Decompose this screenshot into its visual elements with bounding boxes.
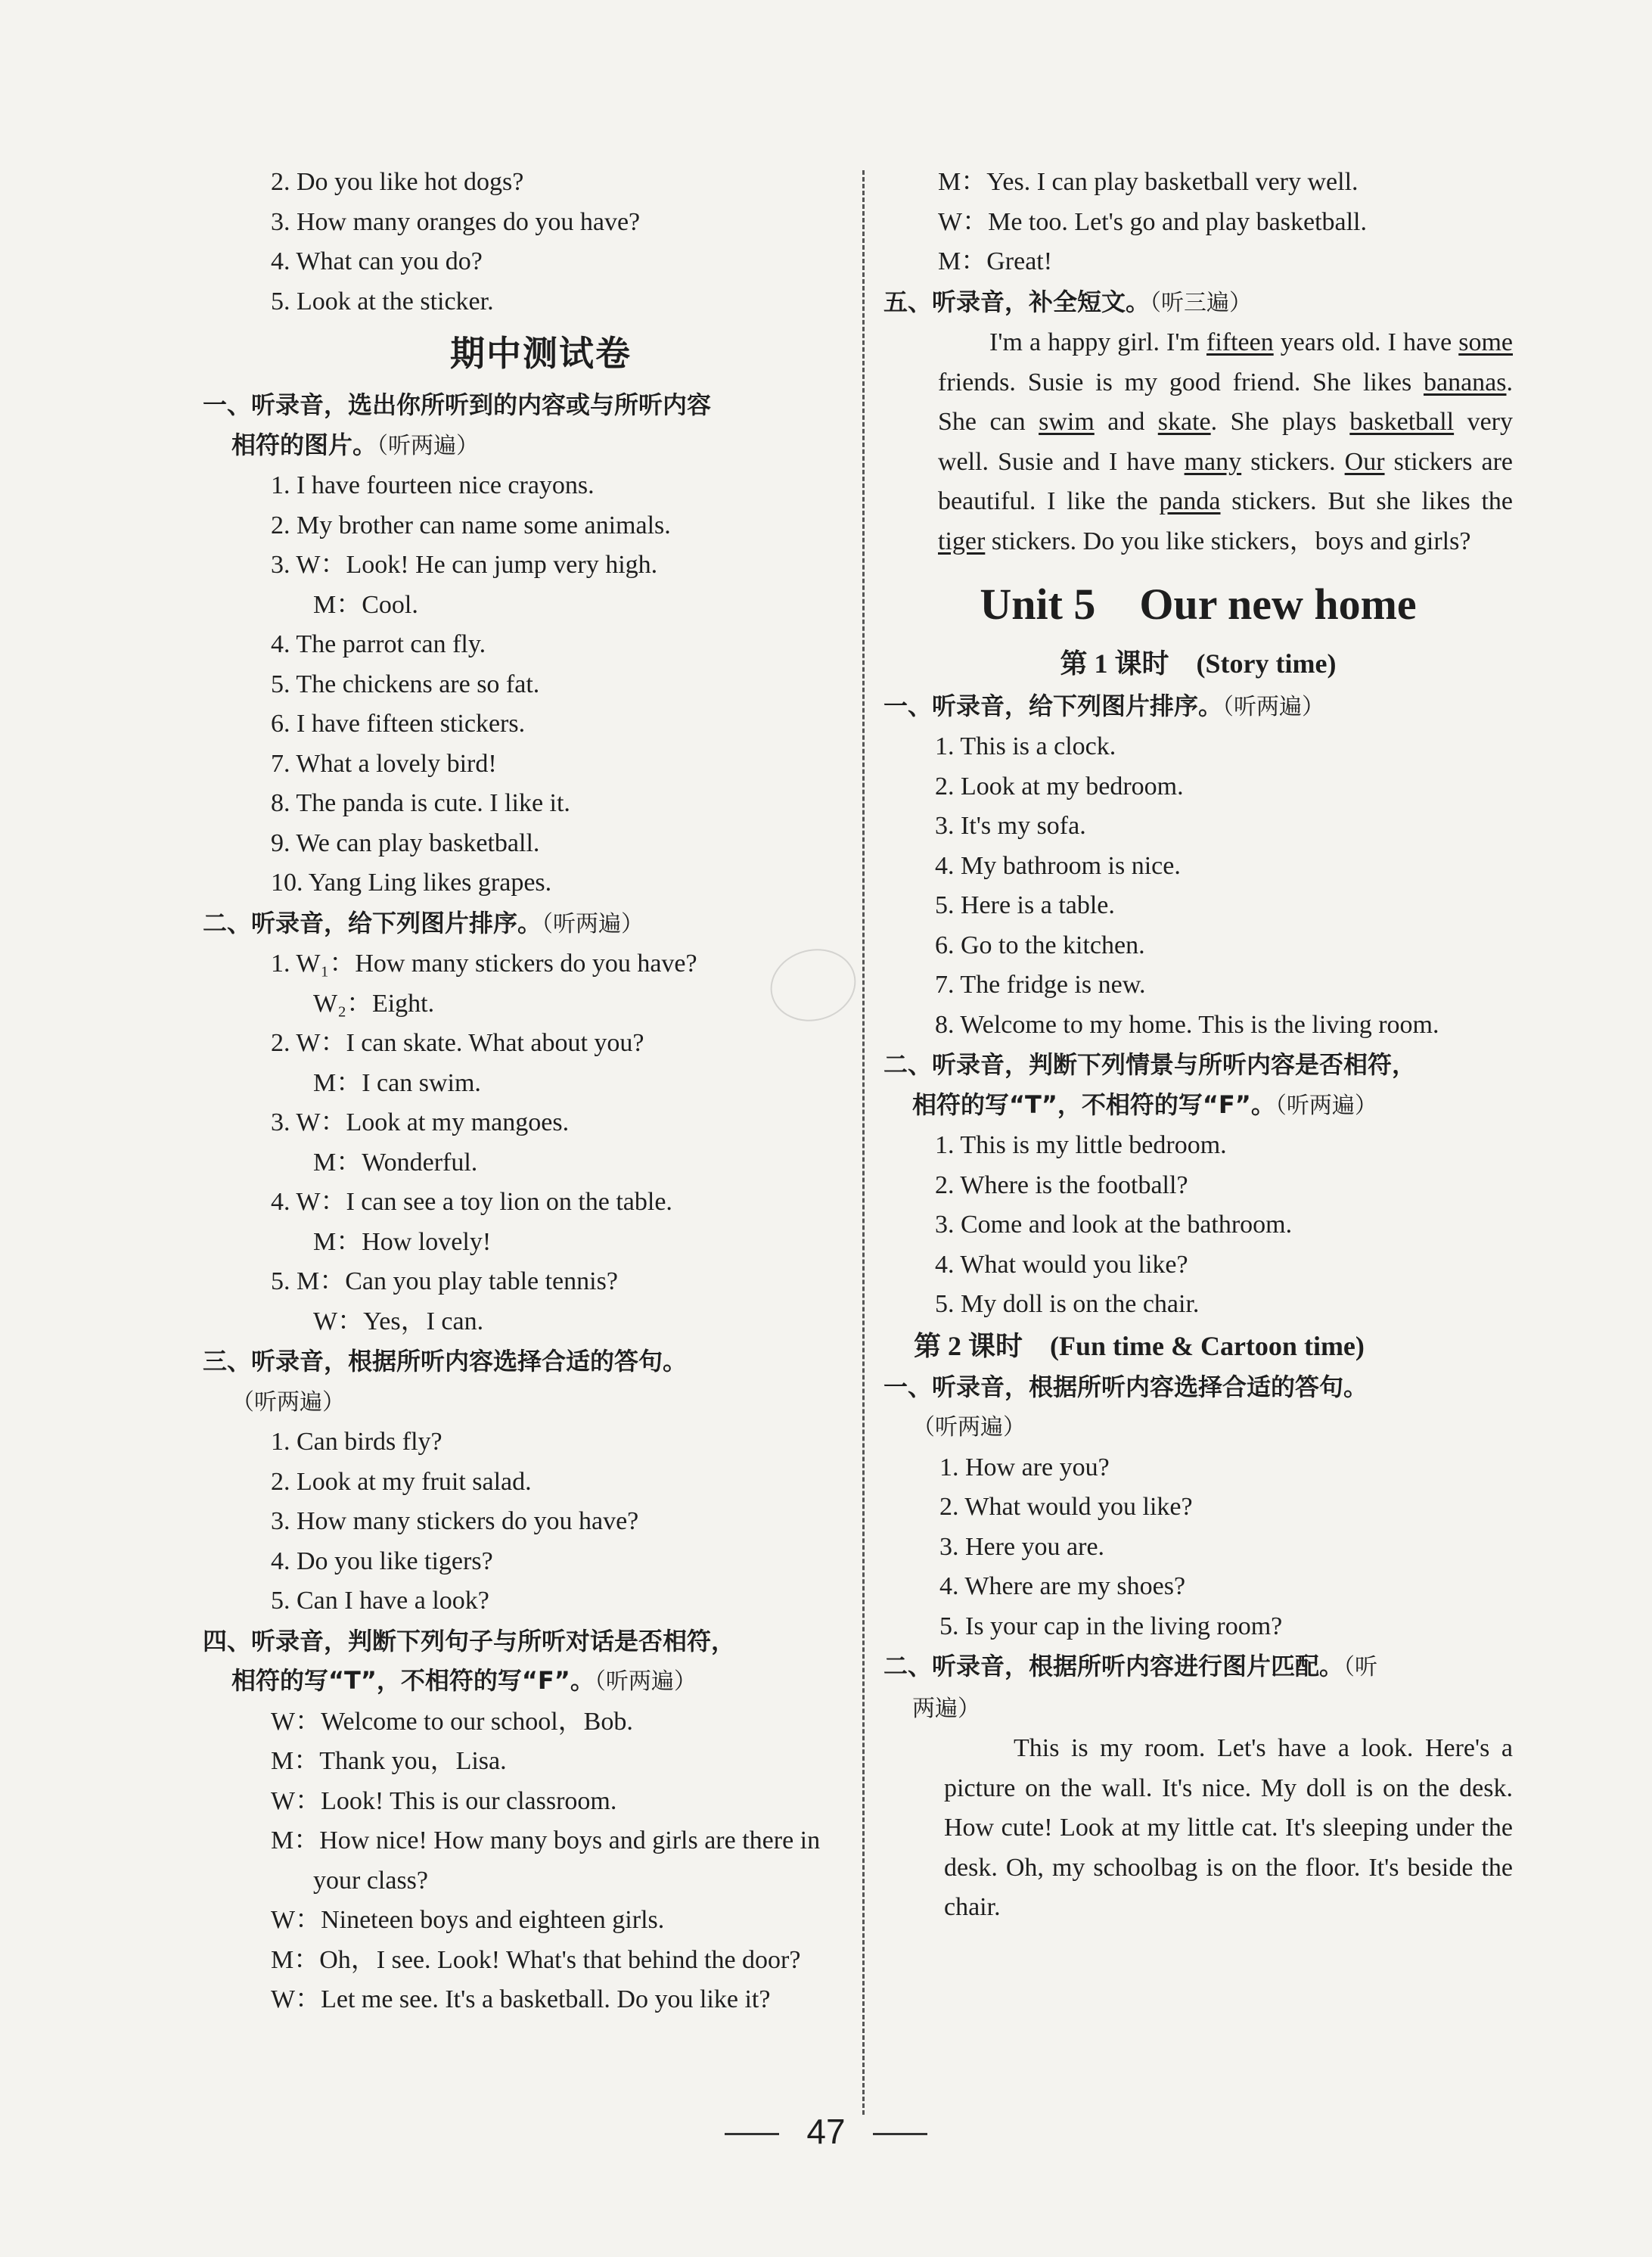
section-note: （听两遍） bbox=[1222, 693, 1325, 720]
list-item: 3. How many oranges do you have? bbox=[271, 207, 641, 236]
page-number bbox=[0, 2111, 1652, 2152]
section-note: 两遍） bbox=[912, 1695, 980, 1722]
list-item: 3. How many stickers do you have? bbox=[271, 1507, 639, 1535]
list-item: 4. My bathroom is nice. bbox=[935, 851, 1181, 880]
list-item: 2. W：I can skate. What about you? bbox=[271, 1029, 644, 1057]
dialogue-line: W：Look! This is our classroom. bbox=[271, 1786, 617, 1815]
section-heading-text: 一、听录音，选出你所听到的内容或与所听内容 bbox=[203, 390, 712, 419]
list-item: 3. It's my sofa. bbox=[935, 812, 1086, 841]
list-item: M：How lovely! bbox=[313, 1227, 492, 1256]
passage-text: years old. I have bbox=[1273, 328, 1459, 356]
list-item: 7. The fridge is new. bbox=[935, 971, 1146, 999]
section-heading bbox=[203, 1341, 862, 1382]
passage-text: I'm a happy girl. I'm bbox=[989, 328, 1206, 356]
passage-text: and bbox=[1094, 408, 1158, 437]
answer-word: many bbox=[1184, 447, 1242, 476]
dialogue-line: W：Me too. Let's go and play basketball. bbox=[938, 207, 1367, 236]
list-item: M：I can swim. bbox=[313, 1068, 481, 1097]
dialogue-line: M：How nice! How many boys and girls are there in your class? bbox=[271, 1826, 821, 1895]
section-heading-text: 相符的写“T”，不相符的写“F”。 bbox=[912, 1090, 1275, 1119]
section-heading-continued bbox=[203, 425, 862, 467]
page-number-dash bbox=[725, 2133, 779, 2135]
list-item: M：Wonderful. bbox=[313, 1148, 478, 1177]
section-heading-text: 二、听录音，判断下列情景与所听内容是否相符， bbox=[883, 1050, 1417, 1080]
list-item: 6. I have fifteen stickers. bbox=[271, 710, 526, 738]
unit-title: Unit 5 Our new home bbox=[980, 579, 1417, 629]
passage-text: stickers are beautiful. I like the bbox=[938, 447, 1514, 516]
list-item: 5. My doll is on the chair. bbox=[935, 1290, 1200, 1319]
list-item: 3. W：Look at my mangoes. bbox=[271, 1108, 570, 1136]
section-heading-text: 二、听录音，给下列图片排序。 bbox=[203, 908, 542, 937]
list-item: 2. Look at my fruit salad. bbox=[271, 1467, 532, 1496]
dialogue-line: M：Yes. I can play basketball very well. bbox=[938, 168, 1359, 196]
answer-word: swim bbox=[1039, 408, 1095, 437]
answer-word: Our bbox=[1344, 447, 1385, 476]
section-heading bbox=[203, 385, 862, 425]
dialogue-line: W：Welcome to our school，Bob. bbox=[271, 1707, 633, 1736]
answer-word: bananas bbox=[1423, 368, 1507, 396]
list-item: 4. What can you do? bbox=[271, 247, 483, 275]
section-heading bbox=[203, 903, 862, 945]
lesson-title: 第 2 课时 (Fun time & Cartoon time) bbox=[914, 1330, 1365, 1361]
passage-text: stickers. Do you like stickers，boys and girls? bbox=[985, 527, 1471, 555]
matching-passage: This is my room. Let's have a look. Here's a picture on the wall. It's nice. My doll is on the desk. How cute! Look at my little cat. It's sleeping under the desk. Oh, my schoolbag is on the floor. It's beside the chair. bbox=[944, 1734, 1513, 1922]
section-heading bbox=[883, 1045, 1513, 1085]
list-item: M：Cool. bbox=[313, 590, 418, 619]
list-item: 7. What a lovely bird! bbox=[271, 749, 497, 778]
answer-word: skate bbox=[1157, 408, 1211, 437]
section-heading bbox=[883, 1367, 1513, 1407]
dialogue-line: W：Nineteen boys and eighteen girls. bbox=[271, 1906, 665, 1934]
list-item: 1. W₁：How many stickers do you have? bbox=[271, 950, 697, 978]
answer-word: tiger bbox=[938, 527, 986, 555]
list-item: 8. The panda is cute. I like it. bbox=[271, 789, 570, 817]
page-number-text: 47 bbox=[806, 2112, 846, 2151]
passage-text: . She can bbox=[938, 368, 1513, 437]
section-heading-continued bbox=[203, 1382, 862, 1423]
list-item: 4. The parrot can fly. bbox=[271, 630, 486, 658]
right-column bbox=[883, 163, 1513, 1928]
list-item: 1. This is a clock. bbox=[935, 732, 1116, 761]
section-note: （听两遍） bbox=[377, 432, 480, 459]
list-item: 5. The chickens are so fat. bbox=[271, 670, 540, 698]
column-divider bbox=[862, 170, 865, 2115]
answer-word: panda bbox=[1159, 487, 1221, 516]
list-item: 2. Do you like hot dogs? bbox=[271, 168, 524, 196]
dialogue-line: M：Great! bbox=[938, 247, 1053, 275]
list-item: 10. Yang Ling likes grapes. bbox=[271, 869, 552, 897]
list-item: 1. How are you? bbox=[939, 1453, 1110, 1481]
section-note: （听两遍） bbox=[542, 910, 644, 937]
list-item: 2. Look at my bedroom. bbox=[935, 772, 1184, 801]
section-heading-text: 一、听录音，根据所听内容选择合适的答句。 bbox=[883, 1372, 1368, 1401]
list-item: 1. Can birds fly? bbox=[271, 1428, 442, 1456]
answer-word: fifteen bbox=[1206, 328, 1274, 356]
section-note: （听两遍） bbox=[231, 1388, 345, 1416]
list-item: 9. We can play basketball. bbox=[271, 828, 540, 857]
list-item: 5. M：Can you play table tennis? bbox=[271, 1267, 618, 1295]
list-item: 1. This is my little bedroom. bbox=[935, 1131, 1227, 1160]
section-heading-continued bbox=[883, 1407, 1513, 1448]
dialogue-line: M：Oh，I see. Look! What's that behind the door? bbox=[271, 1945, 801, 1974]
section-heading-text: 三、听录音，根据所听内容选择合适的答句。 bbox=[203, 1347, 688, 1376]
list-item: 4. Do you like tigers? bbox=[271, 1547, 493, 1575]
list-item: 2. My brother can name some animals. bbox=[271, 511, 671, 539]
list-item: 1. I have fourteen nice crayons. bbox=[271, 471, 595, 499]
passage-text: stickers. But she likes the bbox=[1220, 487, 1513, 516]
list-item: 5. Is your cap in the living room? bbox=[939, 1612, 1283, 1640]
list-item: 6. Go to the kitchen. bbox=[935, 931, 1145, 959]
section-note: （听两遍） bbox=[912, 1414, 1026, 1441]
list-item: W₂：Eight. bbox=[313, 989, 435, 1018]
list-item: 4. W：I can see a toy lion on the table. bbox=[271, 1188, 672, 1216]
list-item: 3. W：Look! He can jump very high. bbox=[271, 551, 658, 579]
fill-in-passage bbox=[883, 323, 1513, 562]
section-note: （听三遍） bbox=[1150, 289, 1253, 316]
section-heading-continued bbox=[203, 1661, 862, 1702]
passage-text: friends. Susie is my good friend. She likes bbox=[938, 368, 1424, 396]
section-note: （听两遍） bbox=[1275, 1092, 1377, 1119]
section-heading-text: 相符的写“T”，不相符的写“F”。 bbox=[231, 1666, 595, 1695]
list-item: 4. What would you like? bbox=[935, 1250, 1188, 1279]
list-item: 2. What would you like? bbox=[939, 1493, 1193, 1522]
section-heading bbox=[883, 1646, 1513, 1688]
section-heading-text: 二、听录音，根据所听内容进行图片匹配。 bbox=[883, 1652, 1344, 1681]
list-item: 3. Come and look at the bathroom. bbox=[935, 1211, 1293, 1239]
list-item: 4. Where are my shoes? bbox=[939, 1572, 1186, 1601]
lesson-title: 第 1 课时 (Story time) bbox=[1060, 648, 1337, 679]
left-column bbox=[203, 163, 862, 2020]
answer-word: basketball bbox=[1349, 408, 1455, 437]
section-heading bbox=[883, 282, 1513, 324]
answer-word: some bbox=[1458, 328, 1513, 356]
list-item: 5. Here is a table. bbox=[935, 891, 1115, 920]
dialogue-line: W：Let me see. It's a basketball. Do you like it? bbox=[271, 1985, 771, 2013]
list-item: 8. Welcome to my home. This is the living room. bbox=[935, 1010, 1439, 1039]
midterm-title: 期中测试卷 bbox=[450, 333, 632, 374]
section-heading-text: 五、听录音，补全短文。 bbox=[883, 287, 1150, 316]
section-heading-text: 一、听录音，给下列图片排序。 bbox=[883, 691, 1223, 720]
section-heading-text: 四、听录音，判断下列句子与所听对话是否相符， bbox=[203, 1626, 736, 1655]
dialogue-line: M：Thank you，Lisa. bbox=[271, 1747, 507, 1775]
section-heading-text: 相符的图片。 bbox=[231, 430, 377, 459]
passage-text: stickers. bbox=[1241, 447, 1345, 476]
page-number-dash bbox=[873, 2133, 927, 2135]
list-item: W：Yes，I can. bbox=[313, 1307, 484, 1335]
passage-text: very well. Susie and I have bbox=[938, 408, 1513, 476]
list-item: 5. Look at the sticker. bbox=[271, 287, 494, 316]
list-item: 3. Here you are. bbox=[939, 1532, 1105, 1561]
section-note: （听 bbox=[1343, 1654, 1378, 1681]
section-heading-continued bbox=[883, 1688, 1513, 1730]
section-heading bbox=[203, 1621, 862, 1662]
section-heading-continued bbox=[883, 1085, 1513, 1127]
list-item: 5. Can I have a look? bbox=[271, 1587, 489, 1615]
section-heading bbox=[883, 686, 1513, 728]
passage-text: . She plays bbox=[1210, 408, 1350, 437]
list-item: 2. Where is the football? bbox=[935, 1170, 1188, 1199]
section-note: （听两遍） bbox=[594, 1668, 697, 1695]
